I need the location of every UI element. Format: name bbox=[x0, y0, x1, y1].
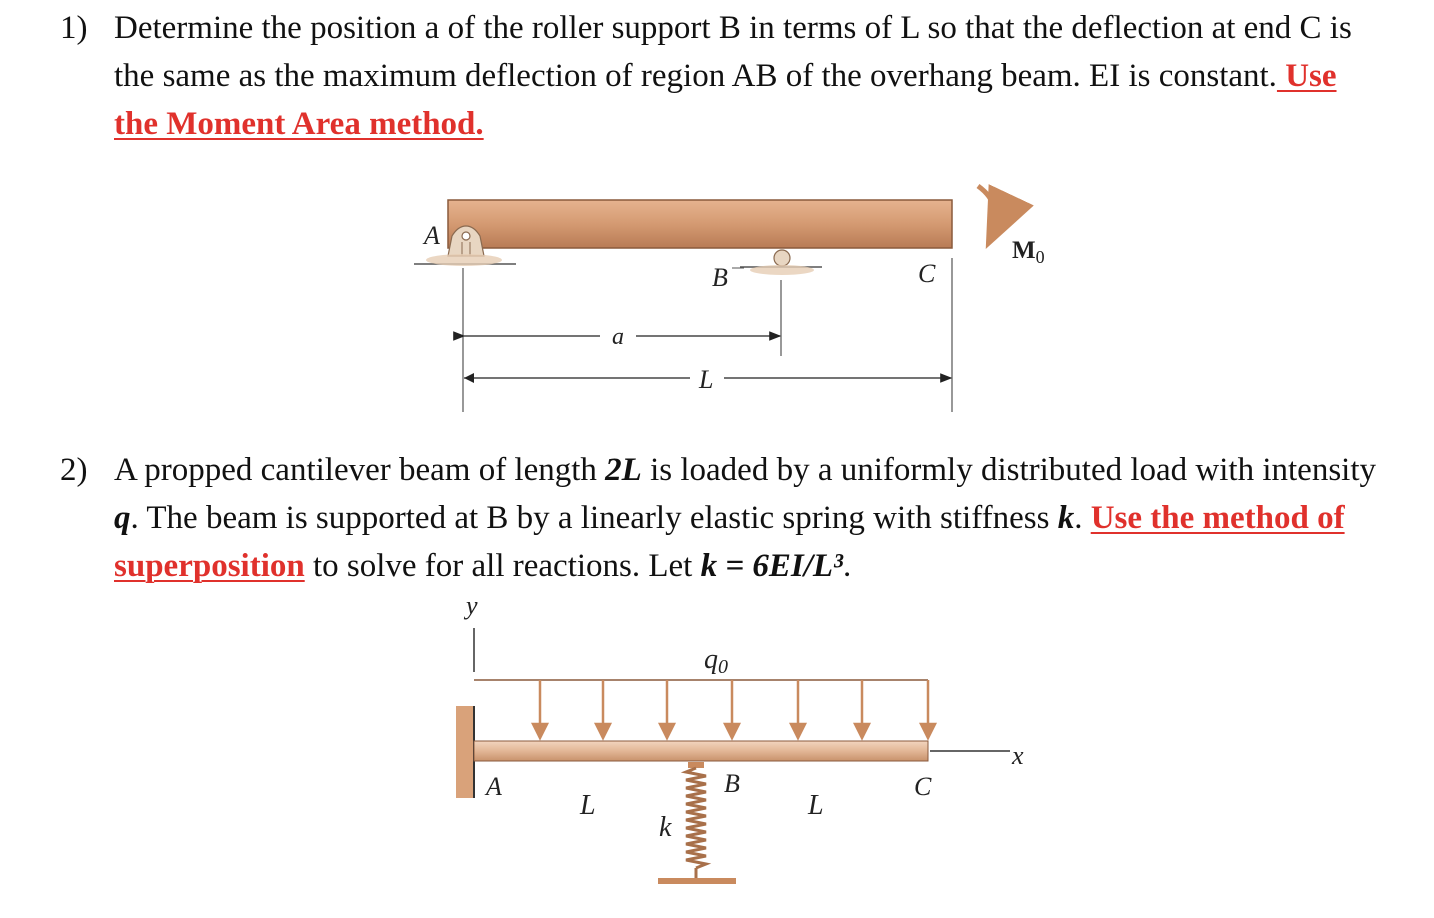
label-point-a: A bbox=[424, 221, 440, 250]
problem-1-method: Use the Moment Area method. bbox=[114, 58, 1337, 142]
problem-1-text: Determine the position a of the roller support B in terms of L so that the deflection at end C is the same as the maximum deflection of region AB of the overhang beam. EI is constant. bbox=[114, 10, 1352, 94]
moment-arrow-icon bbox=[978, 186, 996, 240]
load-label: q0 bbox=[704, 644, 728, 678]
label-moment: $M_0$ bbox=[1012, 237, 1045, 267]
problem-2-stiffness: k bbox=[1057, 500, 1075, 536]
problem-1-number: 1) bbox=[60, 10, 88, 46]
problem-2-text-2: is loaded by a uniformly distributed load with intensity bbox=[641, 452, 1376, 488]
label-fig2-b: B bbox=[724, 769, 740, 798]
distributed-load-arrows bbox=[533, 680, 935, 738]
problem-2-text-4: . bbox=[1074, 500, 1091, 536]
roller-support-icon bbox=[740, 250, 822, 275]
problem-2-number: 2) bbox=[60, 452, 88, 488]
problem-2-text-3: . The beam is supported at B by a linearly elastic spring with stiffness bbox=[130, 500, 1058, 536]
problem-2-intensity: q bbox=[114, 500, 131, 536]
axis-y-label: y bbox=[466, 591, 478, 620]
label-fig2-c: C bbox=[914, 772, 932, 801]
fixed-wall-icon bbox=[456, 706, 474, 798]
overhang-beam bbox=[448, 200, 952, 248]
span-2-label: L bbox=[808, 790, 824, 821]
problem-2-formula: k = 6EI/L³ bbox=[700, 548, 843, 584]
label-fig2-a: A bbox=[486, 772, 502, 801]
spring-label: k bbox=[659, 812, 672, 843]
figure-1 bbox=[414, 186, 1045, 412]
axis-x-label: x bbox=[1012, 741, 1024, 770]
label-point-b: B bbox=[712, 263, 728, 292]
cantilever-beam bbox=[474, 741, 928, 761]
problem-2-text-5: to solve for all reactions. Let bbox=[304, 548, 701, 584]
span-1-label: L bbox=[580, 790, 596, 821]
problem-2-method: Use the method of superposition bbox=[114, 500, 1345, 584]
problem-2-text-6: . bbox=[842, 548, 852, 584]
dimension-a: a bbox=[612, 324, 624, 350]
problem-2-length: 2L bbox=[605, 452, 642, 488]
label-point-c: C bbox=[918, 259, 936, 288]
figure-2 bbox=[456, 591, 1024, 884]
problem-2-text-1: A propped cantilever beam of length bbox=[114, 452, 606, 488]
dimension-l: L bbox=[699, 365, 714, 394]
